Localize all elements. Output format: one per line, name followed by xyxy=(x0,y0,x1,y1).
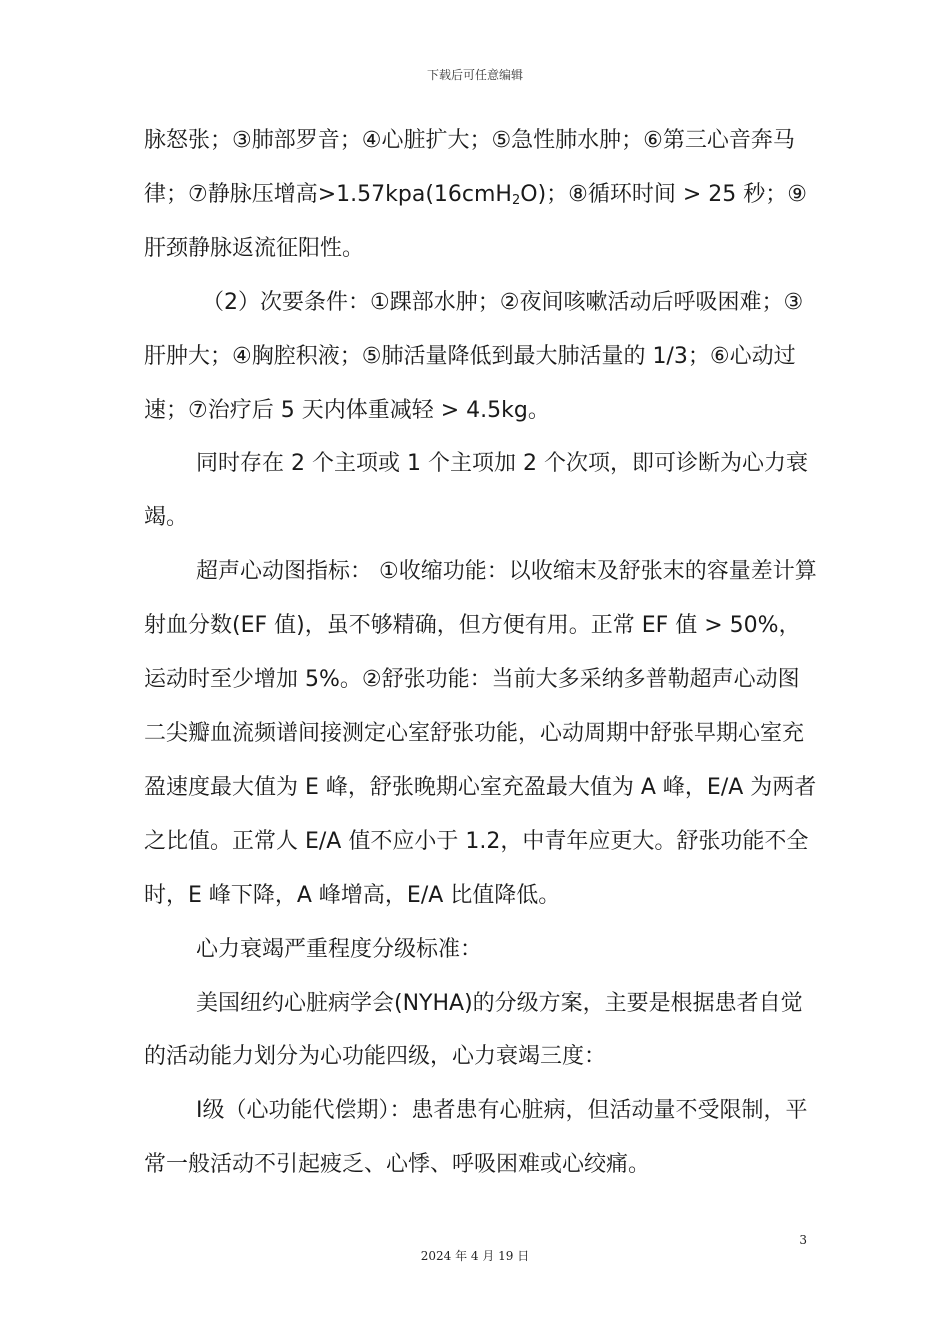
page-footer-date: 2024 年 4 月 19 日 xyxy=(420,1249,530,1263)
paragraph-major-criteria-cont: 脉怒张；③肺部罗音；④心脏扩大；⑤急性肺水肿；⑥第三心音奔马律；⑦静脉压增高>1.57kpa(16cmH$_2$O)；⑧循环时间 > 25 秒；⑨肝颈静脉返流征阳性。 xyxy=(144,128,808,261)
paragraph-echocardiography: 超声心动图指标： ①收缩功能：以收缩末及舒张末的容量差计算射血分数(EF 值)，虽不够精确，但方便有用。正常 EF 值 > 50%，运动时至少增加 5%。②舒张功能：当前大多采纳多普勒超声心动图二尖瓣血流频谱间接测定心室舒张功能，心动周期中舒张早期心室充盈速度最大值为 E 峰，舒张晚期心室充盈最大值为 A 峰，E/A 为两者之比值。正常人 E/A 值不应小于 1.2，中青年应更大。舒张功能不全时，E 峰下降，A 峰增高，E/A 比值降低。 xyxy=(144,559,817,908)
subscript-2: 2 xyxy=(511,192,521,208)
paragraph-severity-heading: 心力衰竭严重程度分级标准： xyxy=(196,936,483,962)
paragraph-diagnosis-rule: 同时存在 2 个主项或 1 个主项加 2 个次项，即可诊断为心力衰竭。 xyxy=(144,451,808,531)
document-body xyxy=(144,114,820,1192)
page-number: 3 xyxy=(799,1233,807,1247)
paragraph-class-one: Ⅰ级（心功能代偿期）：患者患有心脏病，但活动量不受限制，平常一般活动不引起疲乏、心悸、呼吸困难或心绞痛。 xyxy=(144,1098,808,1178)
paragraph-minor-criteria: （2）次要条件：①踝部水肿；②夜间咳嗽活动后呼吸困难；③肝肿大；④胸腔积液；⑤肺活量降低到最大肺活量的 1/3；⑥心动过速；⑦治疗后 5 天内体重减轻 > 4.5kg。 xyxy=(144,289,804,423)
page-header: 下载后可任意编辑 xyxy=(426,68,523,82)
paragraph-nyha: 美国纽约心脏病学会(NYHA)的分级方案，主要是根据患者自觉的活动能力划分为心功能四级，心力衰竭三度： xyxy=(144,990,803,1070)
